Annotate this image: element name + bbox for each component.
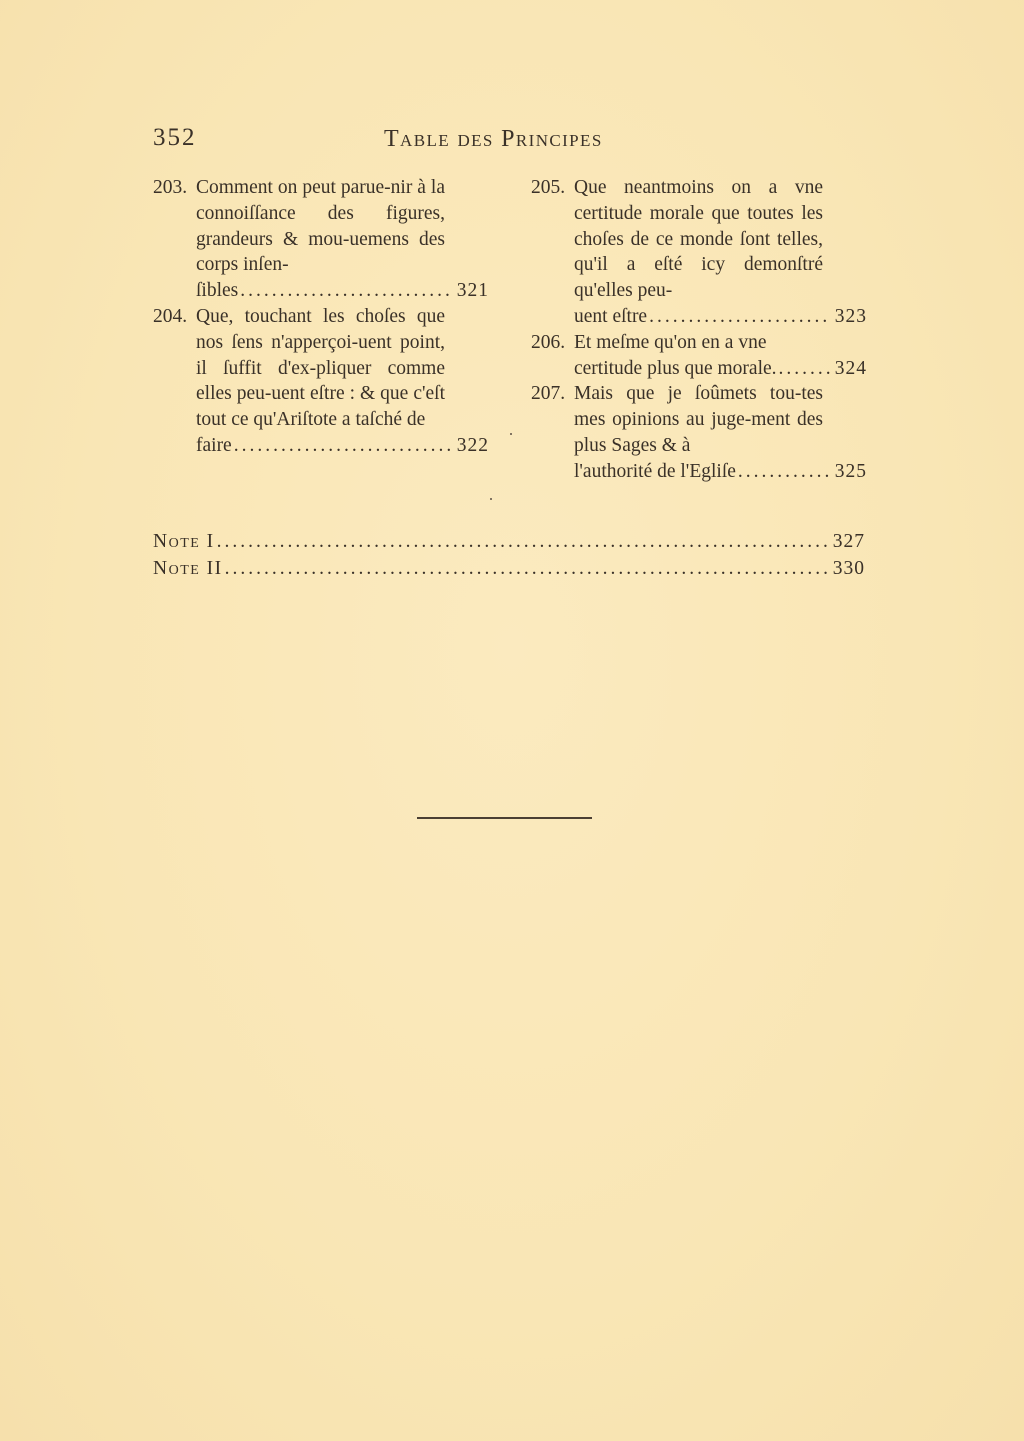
toc-entry-203[interactable] [153,175,489,304]
dot-leader [234,433,453,459]
entry-page-number: 321 [456,280,489,302]
entry-last-line: faire [196,434,232,456]
entry-last-line: certitude plus que morale. [574,357,777,379]
entry-text: Comment on peut parue-nir à la connoiſſance des figures, grandeurs & mou-uemens des corps inſen- [196,177,445,276]
entry-page-number: 325 [834,460,867,482]
note-entry-1[interactable] [153,528,865,555]
entry-number: 205. [531,177,566,198]
toc-entry-204[interactable] [153,304,489,459]
toc-entry-205[interactable] [531,175,867,330]
note-page-number: 327 [832,531,865,552]
toc-entry-206[interactable] [531,330,867,382]
entry-page-number: 323 [834,305,867,327]
entry-number: 206. [531,331,566,353]
entry-number: 207. [531,383,566,405]
closing-rule [417,817,592,819]
notes-list [153,528,865,582]
entry-leader-line [196,433,489,459]
toc-entry-207[interactable] [531,381,867,484]
entry-number: 204. [153,305,188,327]
stray-ink-mark [490,498,492,500]
dot-leader [779,356,831,382]
entry-text: Mais que je ſoûmets tou-tes mes opinions au juge-ment des plus Sages & à [574,383,823,456]
entry-leader-line [574,459,867,485]
entry-last-line: ſibles [196,280,239,302]
note-label: Note II [153,558,223,579]
entry-page-number: 322 [456,434,489,456]
entry-number: 203. [153,177,188,198]
note-label: Note I [153,531,215,552]
note-entry-2[interactable] [153,555,865,582]
entry-last-line: uent eſtre [574,305,648,327]
dot-leader [225,555,829,582]
entry-text: Que neantmoins on a vne certitude morale que toutes les choſes de ce monde ſont telles, qu'il a eſté icy demonſtré qu'elles peu- [574,177,823,302]
entry-leader-line [574,356,867,382]
dot-leader [217,528,829,555]
right-column [531,175,867,485]
page-number: 352 [153,124,197,151]
entry-text: Et meſme qu'on en a vne [574,331,767,353]
dot-leader [240,278,453,304]
entry-last-line: l'authorité de l'Egliſe [574,460,736,482]
entry-leader-line [196,278,489,304]
entry-page-number: 324 [834,357,867,379]
left-column [153,175,489,459]
stray-ink-mark [510,433,512,435]
dot-leader [649,304,831,330]
dot-leader [738,459,831,485]
entry-leader-line [574,304,867,330]
note-page-number: 330 [832,558,865,579]
running-title: Table des Principes [384,126,603,152]
entry-text: Que, touchant les choſes que nos ſens n'apperçoi-uent point, il ſuffit d'ex-pliquer comme elles peu-uent eſtre : & que c'eſt tout ce qu'Ariſtote a taſché de [196,305,445,431]
